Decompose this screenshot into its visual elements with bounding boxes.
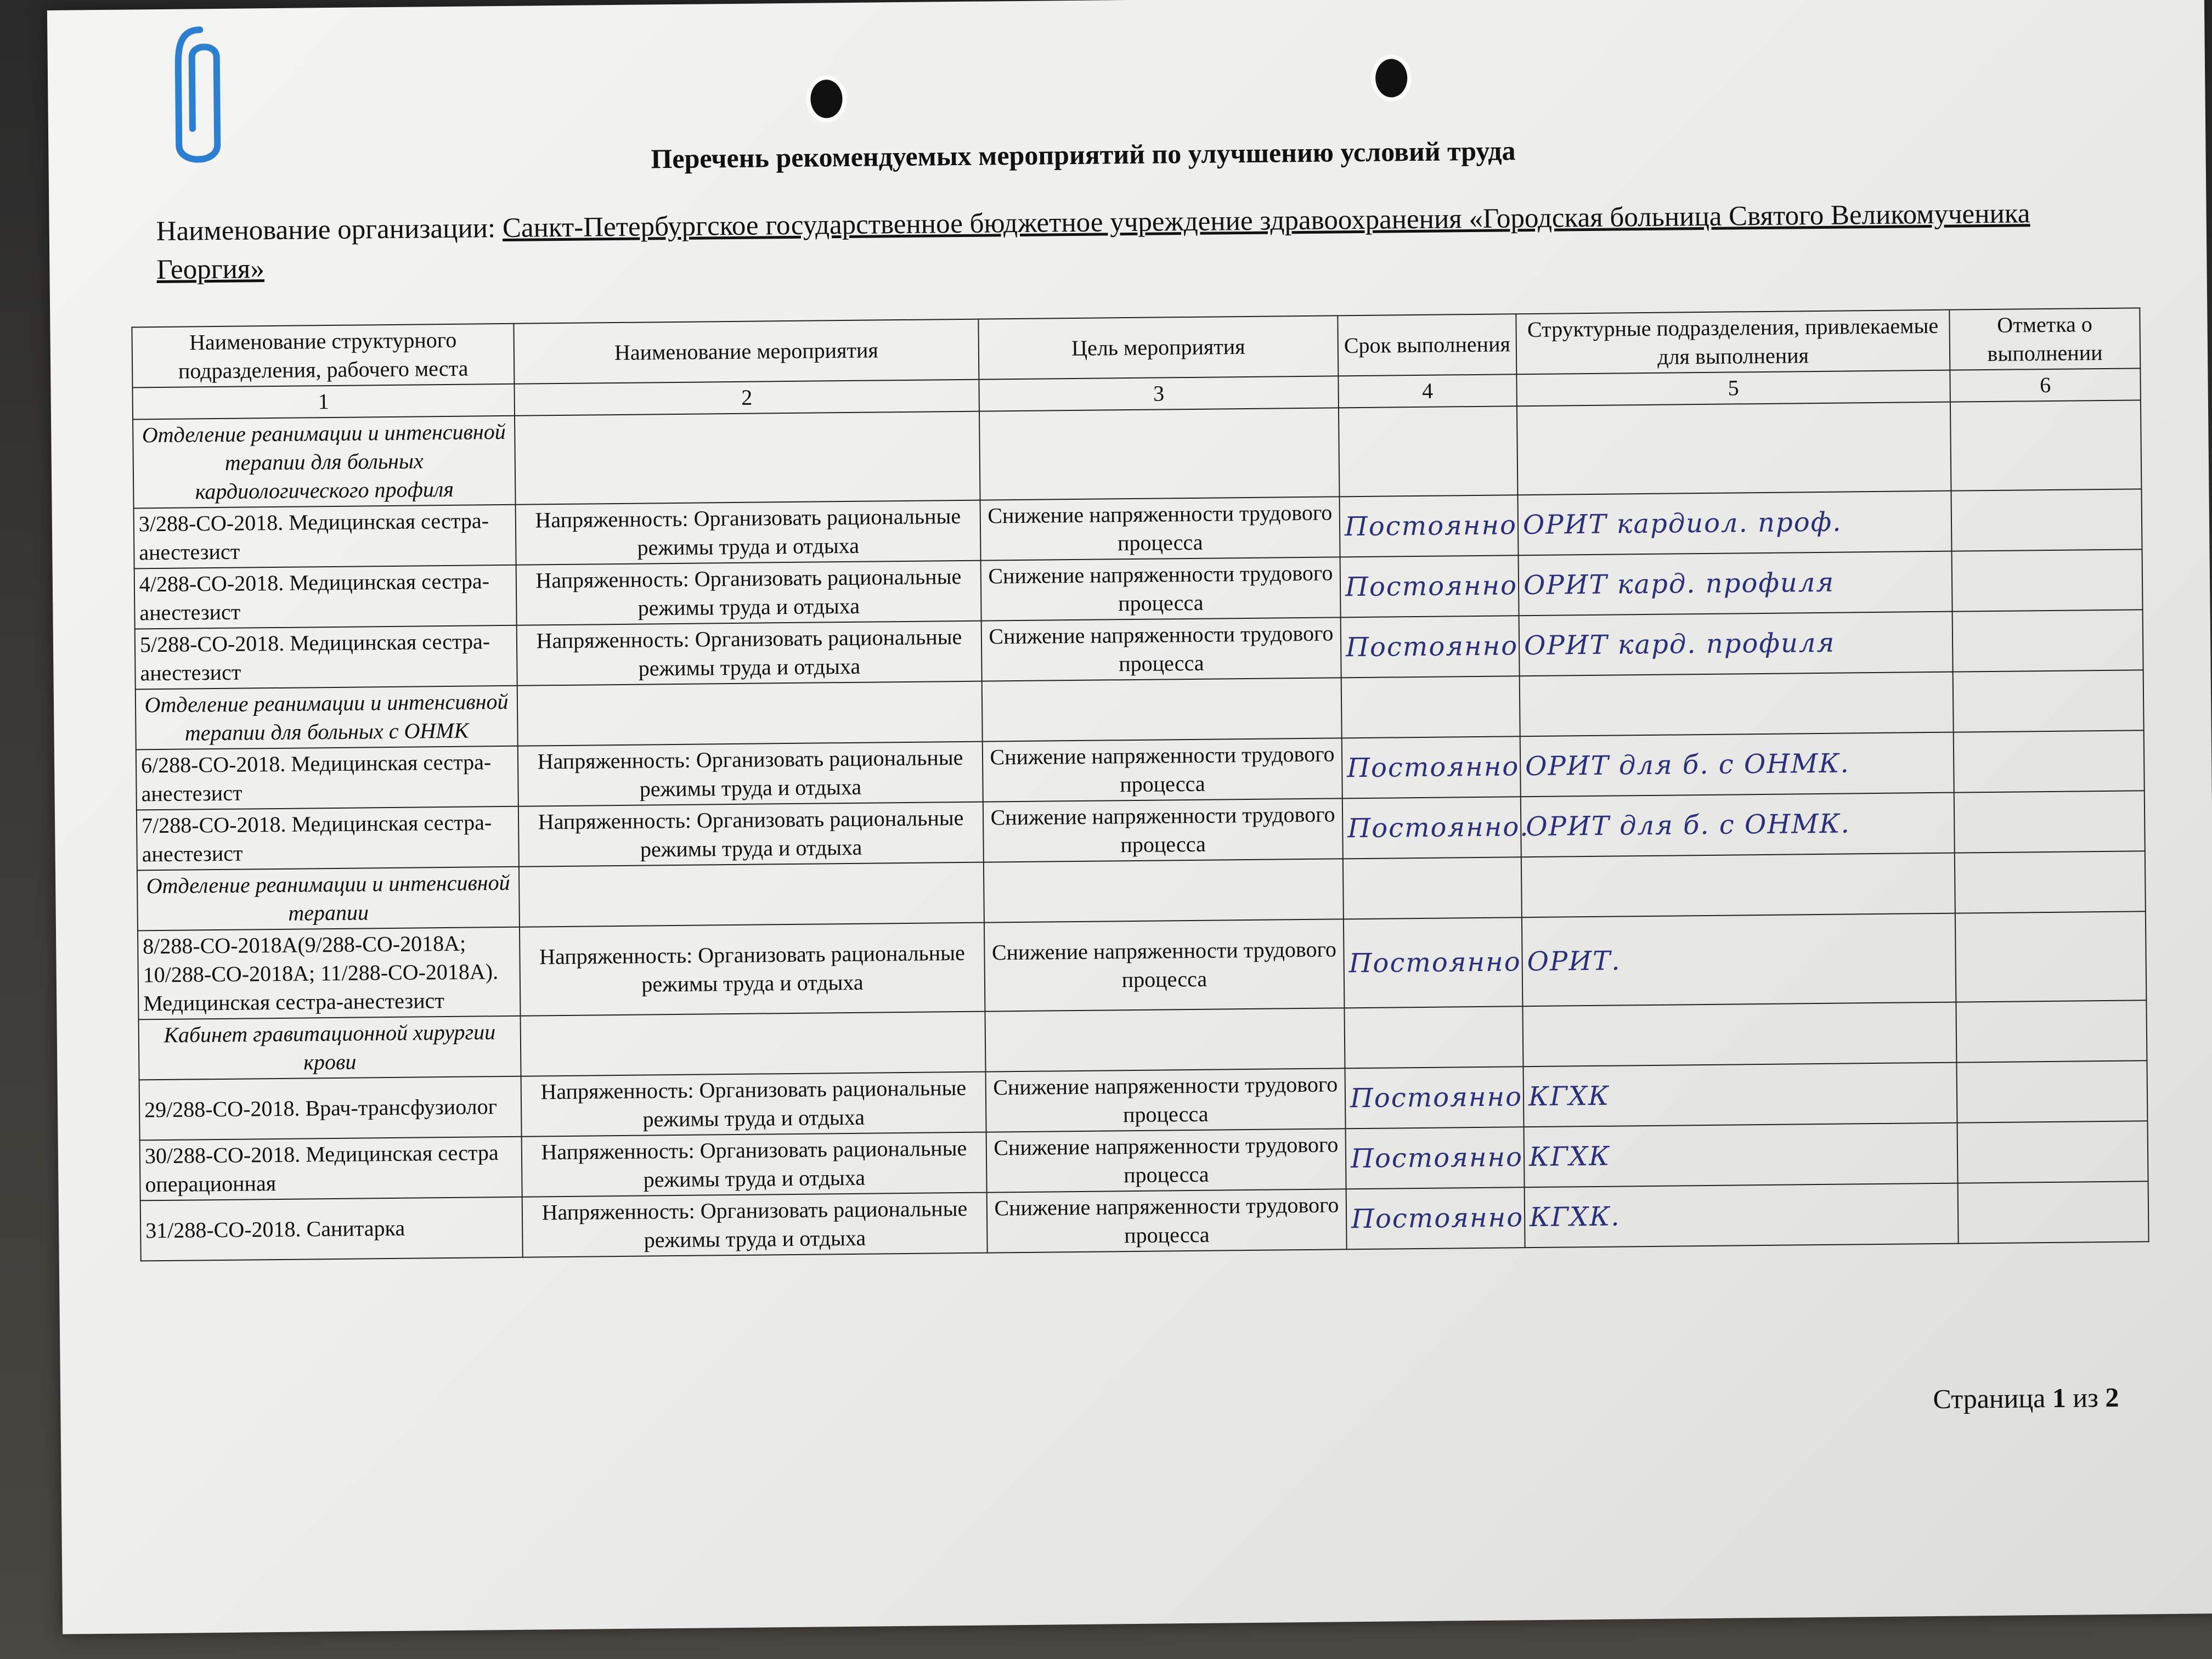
header-cell: Отметка о выполнении bbox=[1949, 308, 2140, 370]
column-number: 4 bbox=[1338, 374, 1517, 408]
header-cell: Цель мероприятия bbox=[978, 315, 1338, 379]
completion-mark-cell bbox=[1954, 791, 2145, 853]
page-prefix: Страница bbox=[1933, 1383, 2046, 1415]
measure-cell: Напряженность: Организовать рациональные режимы труда и отдыха bbox=[516, 500, 981, 565]
completion-mark-cell bbox=[1952, 549, 2143, 611]
department-handwritten: КГХК bbox=[1524, 1123, 1958, 1188]
document-page bbox=[47, 0, 2212, 1634]
completion-mark-cell bbox=[1958, 1181, 2149, 1243]
document-title: Перечень рекомендуемых мероприятий по улучшению условий труда bbox=[651, 135, 1516, 174]
department-handwritten: ОРИТ кард. профиля bbox=[1519, 612, 1953, 676]
section-title: Кабинет гравитационной хирургии крови bbox=[139, 1016, 521, 1080]
department-handwritten: ОРИТ кард. профиля bbox=[1519, 551, 1953, 616]
goal-cell: Снижение напряженности трудового процесса bbox=[983, 798, 1343, 862]
department-handwritten: КГХК bbox=[1523, 1063, 1957, 1127]
completion-mark-cell bbox=[1953, 610, 2143, 672]
completion-mark-cell bbox=[1955, 911, 2147, 1002]
completion-mark-cell bbox=[1957, 1121, 2148, 1183]
goal-cell: Снижение напряженности трудового процесса bbox=[980, 496, 1340, 560]
page-middle: из bbox=[2073, 1382, 2099, 1413]
workplace-cell: 31/288-СО-2018. Санитарка bbox=[140, 1197, 523, 1261]
department-handwritten: ОРИТ кардиол. проф. bbox=[1517, 491, 1951, 556]
column-number: 6 bbox=[1950, 368, 2141, 402]
goal-cell: Снижение напряженности трудового процесса bbox=[983, 738, 1342, 802]
column-number: 1 bbox=[132, 384, 515, 420]
goal-cell: Снижение напряженности трудового процесса bbox=[986, 1128, 1346, 1192]
page-number bbox=[1933, 1381, 2119, 1415]
deadline-handwritten: Постоянно. bbox=[1342, 797, 1521, 859]
header-cell: Наименование структурного подразделения, рабочего места bbox=[132, 324, 514, 388]
organization-label: Наименование организации: bbox=[156, 213, 496, 247]
workplace-cell: 29/288-СО-2018. Врач-трансфузиолог bbox=[139, 1076, 522, 1141]
department-handwritten: КГХК. bbox=[1525, 1183, 1959, 1248]
completion-mark-cell bbox=[1956, 1060, 2147, 1122]
goal-cell: Снижение напряженности трудового процесса bbox=[986, 1068, 1346, 1132]
deadline-handwritten: Постоянно bbox=[1344, 917, 1523, 1008]
measure-cell: Напряженность: Организовать рациональные режимы труда и отдыха bbox=[520, 923, 985, 1016]
measure-cell: Напряженность: Организовать рациональные режимы труда и отдыха bbox=[522, 1132, 987, 1197]
goal-cell: Снижение напряженности трудового процесса bbox=[987, 1189, 1347, 1252]
header-cell: Срок выполнения bbox=[1338, 314, 1516, 376]
workplace-cell: 4/288-СО-2018. Медицинская сестра-анестезист bbox=[134, 565, 517, 629]
header-cell: Наименование мероприятия bbox=[514, 319, 979, 384]
goal-cell: Снижение напряженности трудового процесса bbox=[984, 919, 1345, 1011]
total-pages: 2 bbox=[2105, 1381, 2119, 1413]
workplace-cell: 3/288-СО-2018. Медицинская сестра-анестезист bbox=[134, 505, 516, 569]
workplace-cell: 8/288-СО-2018А(9/288-СО-2018А; 10/288-СО-2018А; 11/288-СО-2018А). Медицинская сестра-анестезист bbox=[138, 927, 521, 1020]
goal-cell: Снижение напряженности трудового процесса bbox=[981, 557, 1341, 620]
header-cell: Структурные подразделения, привлекаемые для выполнения bbox=[1516, 310, 1950, 375]
workplace-cell: 30/288-СО-2018. Медицинская сестра операционная bbox=[140, 1137, 522, 1201]
table-body bbox=[133, 400, 2149, 1261]
column-number: 3 bbox=[979, 376, 1339, 411]
department-handwritten: ОРИТ для б. с ОНМК. bbox=[1520, 732, 1954, 797]
goal-cell: Снижение напряженности трудового процесса bbox=[981, 617, 1341, 681]
completion-mark-cell bbox=[1951, 489, 2142, 551]
department-handwritten: ОРИТ для б. с ОНМК. bbox=[1521, 793, 1955, 857]
measure-cell: Напряженность: Организовать рациональные режимы труда и отдыха bbox=[521, 1072, 986, 1137]
section-title: Отделение реанимации и интенсивной терапии bbox=[137, 867, 520, 931]
measure-cell: Напряженность: Организовать рациональные режимы труда и отдыха bbox=[522, 1193, 988, 1257]
deadline-handwritten: Постоянно bbox=[1346, 1127, 1525, 1189]
deadline-handwritten: Постоянно bbox=[1340, 495, 1519, 557]
measure-cell: Напряженность: Организовать рациональные режимы труда и отдыха bbox=[517, 621, 982, 686]
measures-table bbox=[131, 307, 2149, 1261]
completion-mark-cell bbox=[1954, 730, 2145, 792]
deadline-handwritten: Постоянно bbox=[1345, 1066, 1524, 1128]
measure-cell: Напряженность: Организовать рациональные режимы труда и отдыха bbox=[516, 561, 981, 625]
deadline-handwritten: Постоянно bbox=[1341, 616, 1520, 678]
measure-cell: Напряженность: Организовать рациональные режимы труда и отдыха bbox=[518, 742, 983, 806]
column-number: 5 bbox=[1516, 370, 1950, 407]
workplace-cell: 6/288-СО-2018. Медицинская сестра-анестезист bbox=[136, 746, 518, 810]
section-title: Отделение реанимации и интенсивной терапии для больных с ОНМК bbox=[136, 686, 518, 750]
current-page: 1 bbox=[2052, 1382, 2067, 1413]
section-title: Отделение реанимации и интенсивной терапии для больных кардиологического профиля bbox=[133, 416, 516, 509]
punch-hole-left bbox=[810, 80, 843, 119]
deadline-handwritten: Постоянно bbox=[1346, 1187, 1525, 1249]
column-number: 2 bbox=[514, 380, 979, 416]
workplace-cell: 5/288-СО-2018. Медицинская сестра-анестезист bbox=[135, 625, 517, 690]
department-handwritten: ОРИТ. bbox=[1522, 913, 1956, 1007]
punch-hole-right bbox=[1375, 59, 1408, 98]
deadline-handwritten: Постоянно bbox=[1340, 555, 1519, 617]
measure-cell: Напряженность: Организовать рациональные режимы труда и отдыха bbox=[518, 802, 984, 867]
deadline-handwritten: Постоянно bbox=[1342, 736, 1521, 798]
organization-value: Санкт-Петербургское государственное бюджетное учреждение здравоохранения «Городская больница Святого Великомученика Георгия» bbox=[156, 198, 2030, 286]
organization-line bbox=[156, 193, 2131, 289]
workplace-cell: 7/288-СО-2018. Медицинская сестра-анестезист bbox=[137, 806, 519, 871]
